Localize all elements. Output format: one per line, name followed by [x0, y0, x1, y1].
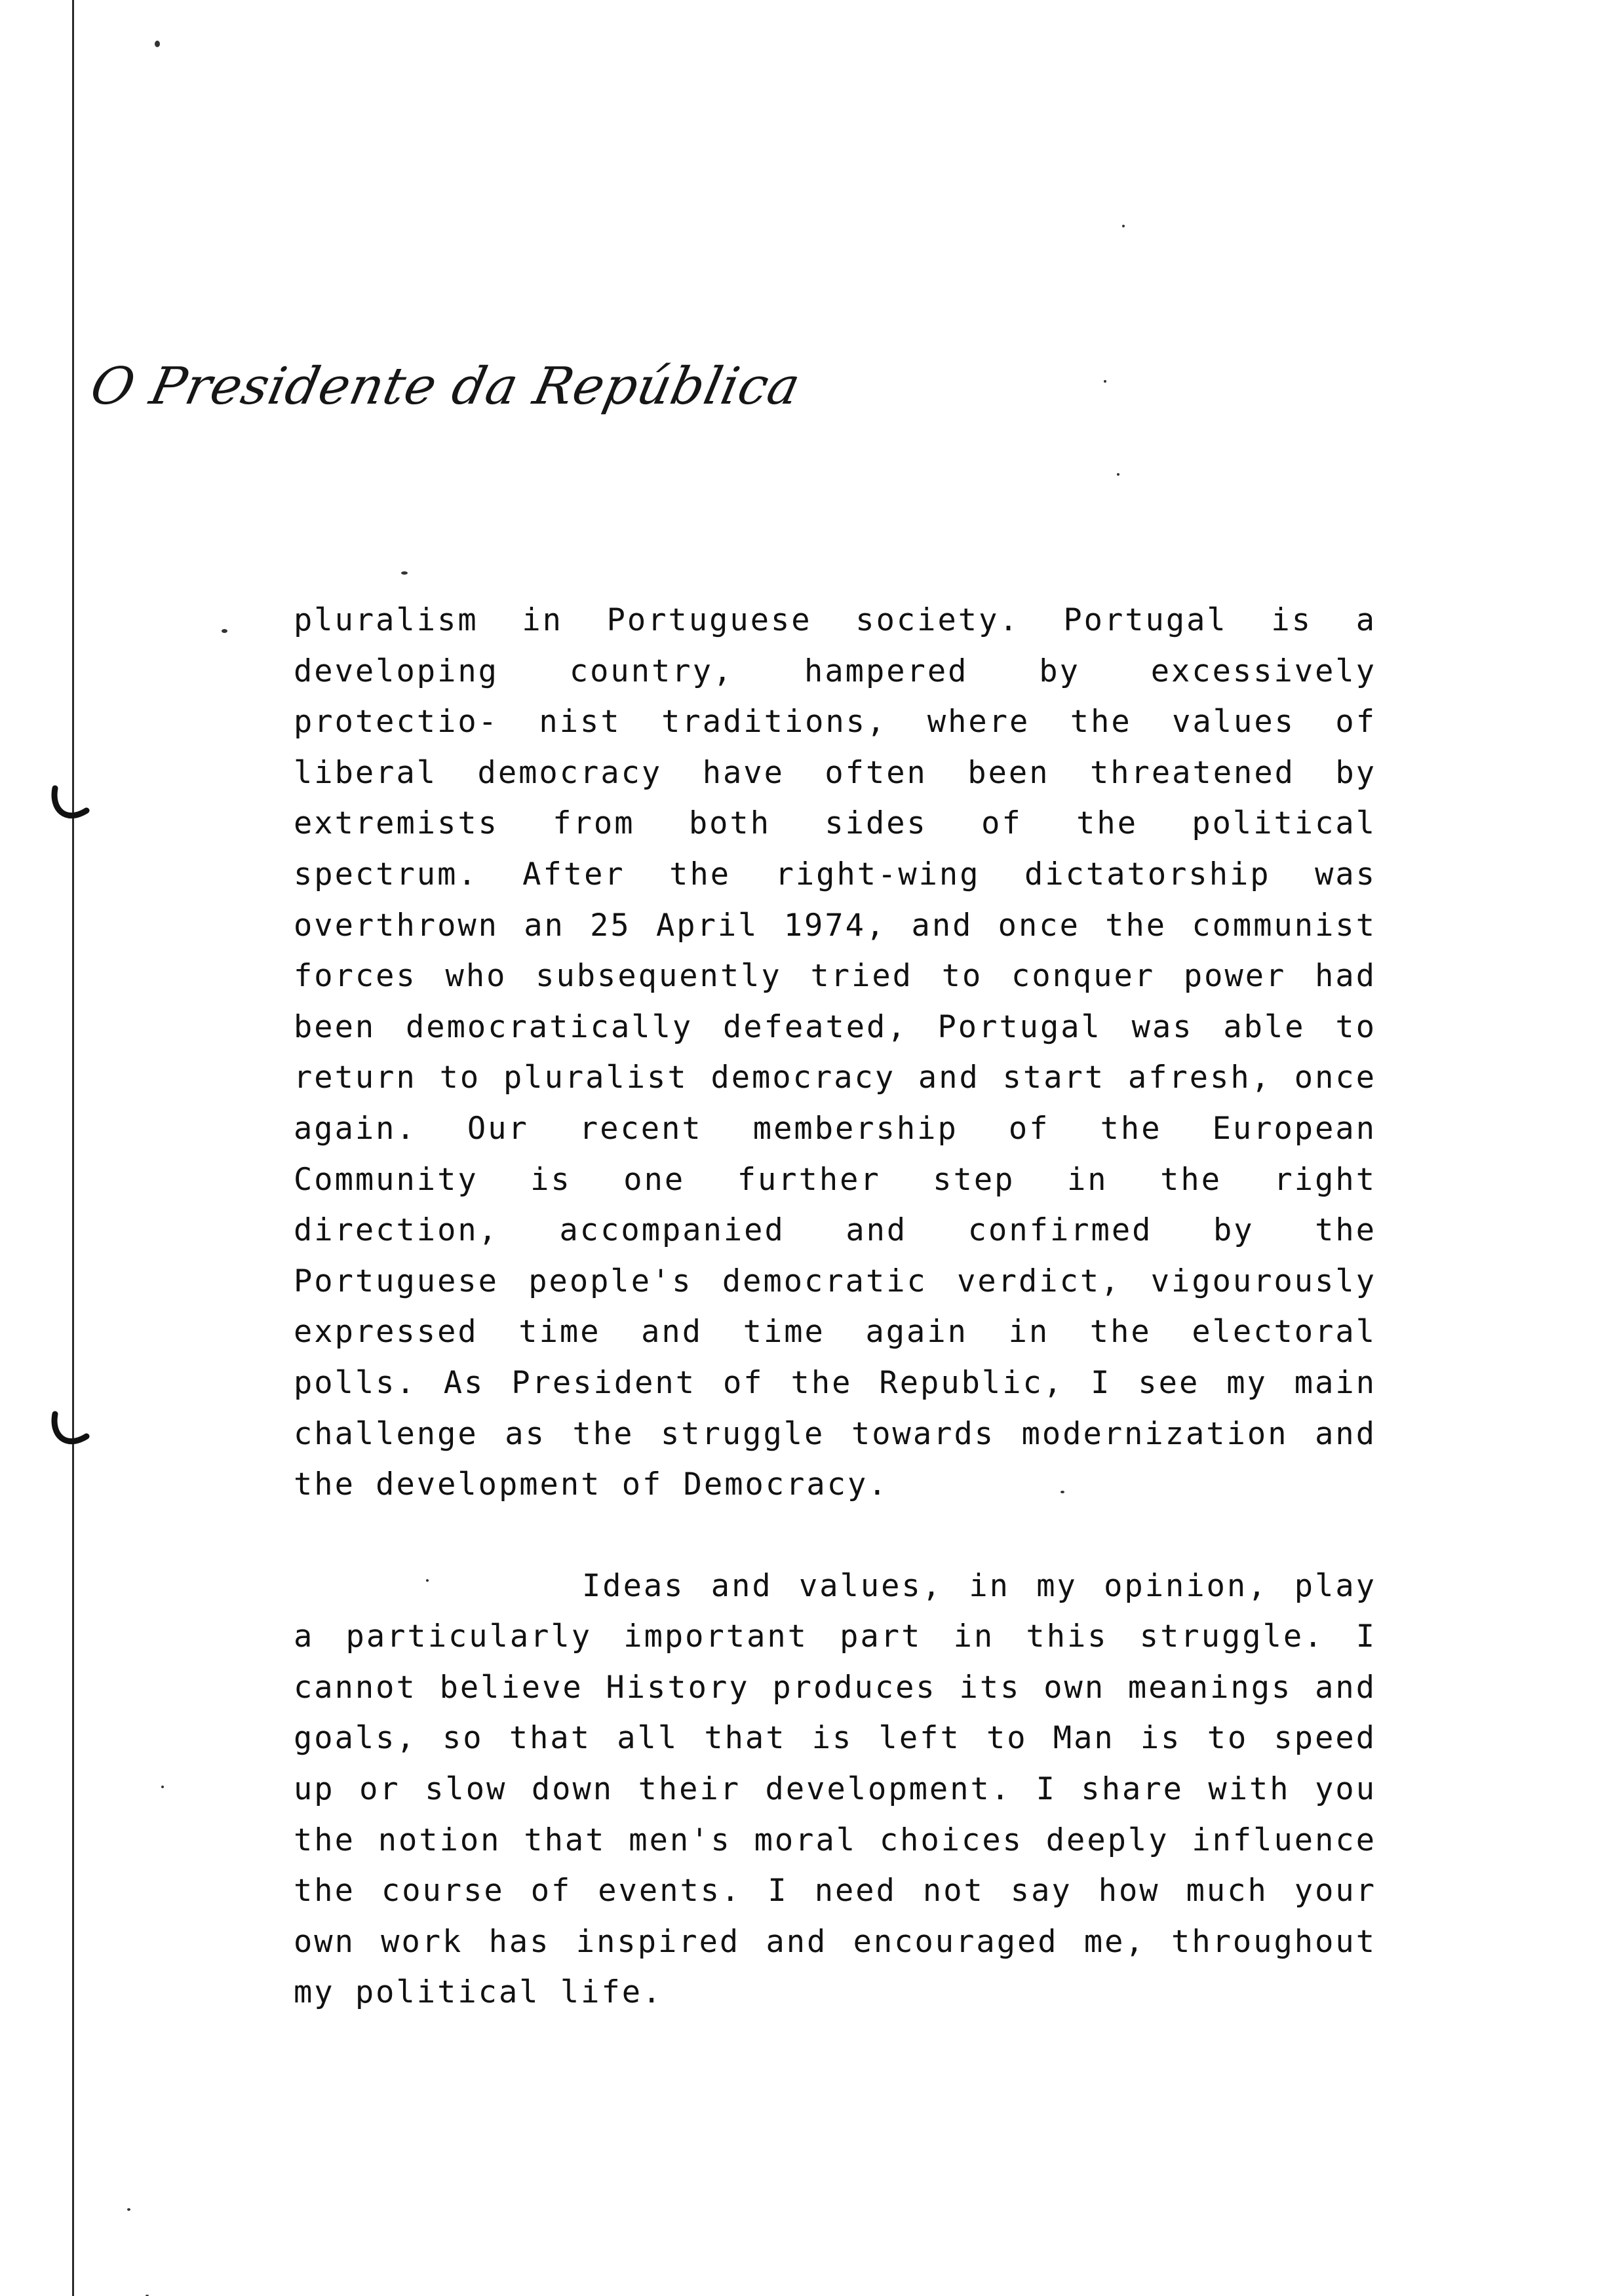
scan-speck — [222, 629, 227, 633]
scan-speck — [1122, 225, 1125, 227]
binding-clip-mark — [46, 1409, 92, 1455]
scan-speck — [161, 1786, 164, 1788]
scan-speck — [155, 41, 160, 47]
letterhead — [85, 341, 806, 432]
binding-clip-mark — [46, 783, 92, 829]
body-paragraph-2: Ideas and values, in my opinion, play a particularly important part in this struggle. I cannot believe History produces its own meanings and goals, so that all that is left to Man is to speed up or slow down their development. I share with you the notion that men's moral choices deeply influence the course of events. I need not say how much your own work has inspired and encouraged me, throughout my political life. — [294, 1567, 1376, 2011]
body-paragraph-1: pluralism in Portuguese society. Portugal is a developing country, hampered by excessively protectio- nist traditions, where the values of liberal democracy have often been threatened by extremists from both sides of the political spectrum. After the right-wing dictatorship was overthrown an 25 April 1974, and once the communist forces who subsequently tried to conquer power had been democratically defeated, Portugal was able to return to pluralist democracy and start afresh, once again. Our recent membership of the European Community is one further step in the right direction, accompanied and confirmed by the Portuguese people's democratic verdict, vigourously expressed time and time again in the electoral polls. As President of the Republic, I see my main challenge as the struggle towards modernization and the development of Democracy. — [294, 602, 1376, 1503]
binding-edge-line — [72, 0, 74, 2296]
scan-speck — [1117, 473, 1119, 476]
scan-speck — [1104, 380, 1106, 383]
letterhead-title: O Presidente da República — [85, 357, 806, 416]
scan-speck — [127, 2208, 130, 2211]
scan-speck — [401, 571, 408, 575]
letter-body — [294, 595, 1376, 2018]
